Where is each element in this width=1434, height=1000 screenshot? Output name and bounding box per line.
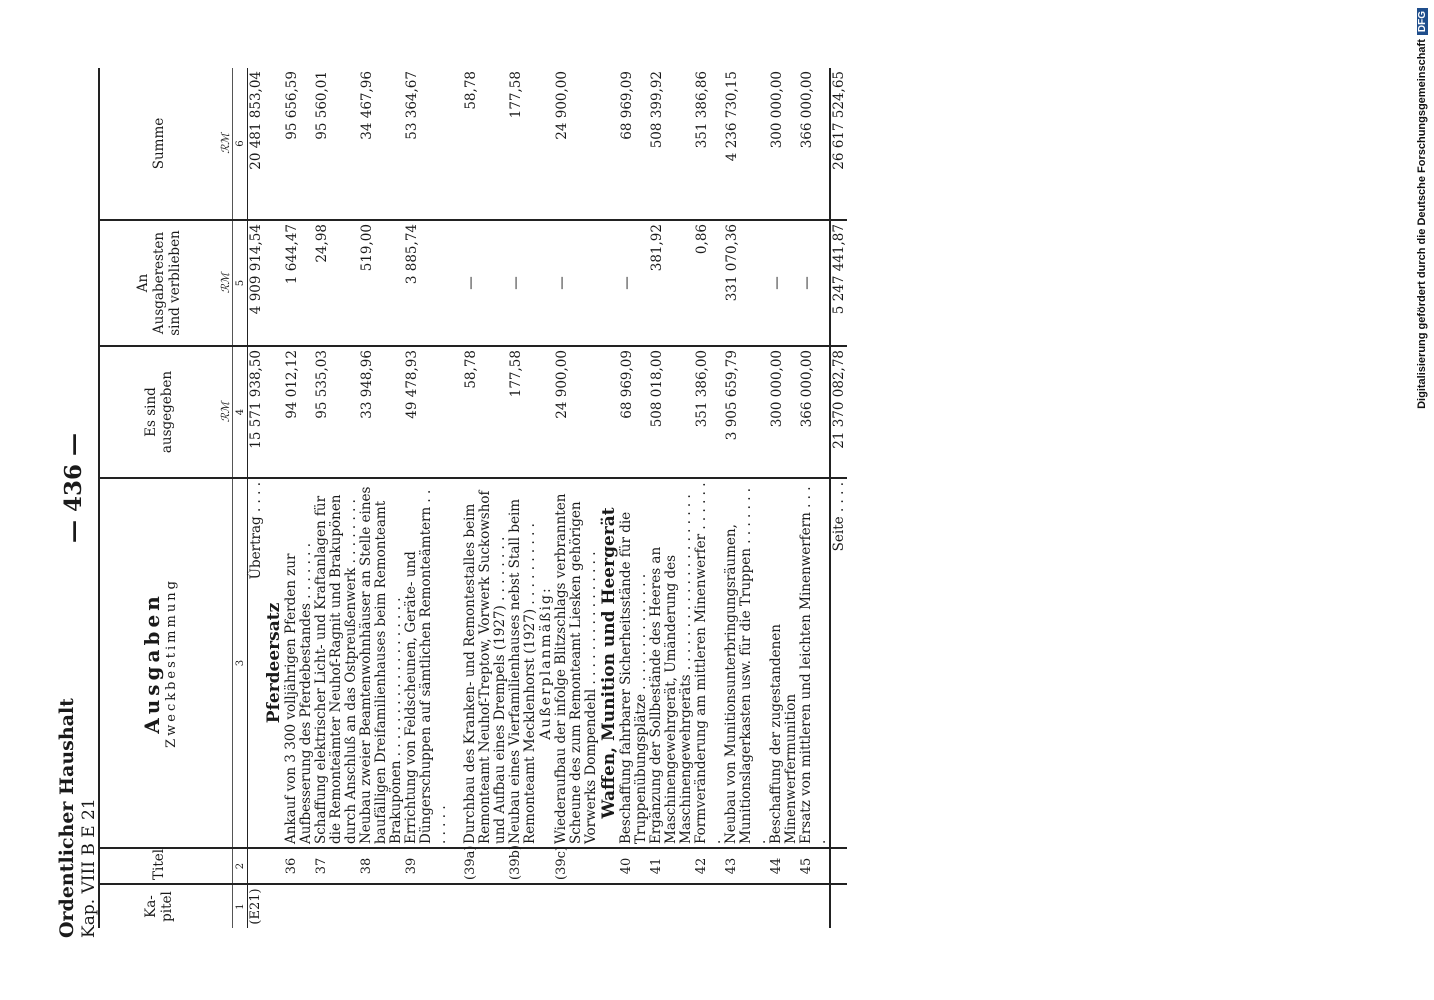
amount-spent: 300 000,00 <box>769 346 799 478</box>
col-purpose-title: Ausgaben <box>139 592 164 734</box>
amount-spent: 351 386,00 <box>694 346 724 478</box>
kapitel-cell <box>724 884 769 928</box>
table-row <box>359 68 404 928</box>
amount-spent: 366 000,00 <box>799 346 830 478</box>
kapitel-cell <box>799 884 830 928</box>
amount-sum: 34 467,96 <box>359 71 375 140</box>
section-heading: Pferdeersatz <box>264 478 284 848</box>
amount-remaining: 381,92 <box>649 220 694 346</box>
chapter-label: Kap. VIII B E 21 <box>78 798 99 938</box>
table-row <box>463 68 508 928</box>
amount-sum: 508 399,92 <box>649 71 665 149</box>
dfg-logo: DFG <box>1417 8 1428 35</box>
kapitel-code: (E21) <box>248 884 265 928</box>
kapitel-cell <box>463 884 508 928</box>
amount-sum: 177,58 <box>508 71 524 119</box>
amount-remaining: 331 070,36 <box>724 220 769 346</box>
titel-number: 37 <box>314 848 359 884</box>
digitization-credit <box>1412 8 1432 992</box>
column-number: 4 <box>233 346 248 478</box>
kapitel-cell <box>649 884 694 928</box>
column-number: 6 <box>233 68 248 220</box>
col-sum-header: Summe <box>99 68 218 220</box>
expenditure-table <box>98 68 847 928</box>
rotated-ledger-page <box>50 48 1390 948</box>
section-heading-row <box>599 68 619 928</box>
purpose-text: Neubau zweier Beamtenwohnhäuser an Stelle eines baufälligen Dreifamilienhauses beim Remonteamt Brakupönen . . . . . . . . . . . . . . . . . . . <box>359 478 404 848</box>
amount-sum: 300 000,00 <box>769 71 785 149</box>
purpose-text: Neubau eines Vierfamilienhauses nebst Stall beim Remonteamt Mecklenhorst (1927) . . . . . . . . . . <box>508 478 538 848</box>
section-heading: Außerplanmäßig: <box>538 478 554 848</box>
table-row <box>554 68 599 928</box>
amount-spent: 94 012,12 <box>284 346 314 478</box>
titel-number: 36 <box>284 848 314 884</box>
amount-remaining: — <box>554 220 599 346</box>
page-total-sum: 26 617 524,65 <box>830 68 847 220</box>
titel-number: 39 <box>404 848 449 884</box>
table-row <box>724 68 769 928</box>
amount-spent: 177,58 <box>508 346 538 478</box>
amount-spent: 68 969,09 <box>619 346 649 478</box>
titel-number: 45 <box>799 848 830 884</box>
column-number: 1 <box>233 884 248 928</box>
kapitel-cell <box>508 884 538 928</box>
section-heading-row <box>538 68 554 928</box>
kapitel-cell <box>554 884 599 928</box>
kapitel-cell <box>404 884 449 928</box>
amount-spent: 58,78 <box>463 346 508 478</box>
table-row <box>769 68 799 928</box>
purpose-text: Durchbau des Kranken- und Remontestalles beim Remonteamt Neuhof-Treptow, Vorwerk Suckowshof und Aufbau eines Drempels (1927) . . . . . . . . <box>463 478 508 848</box>
amount-remaining: 519,00 <box>359 220 404 346</box>
column-number: 3 <box>233 478 248 848</box>
amount-sum: 95 560,01 <box>314 71 330 140</box>
amount-remaining: — <box>799 220 830 346</box>
titel-number: 40 <box>619 848 649 884</box>
amount-spent: 33 948,96 <box>359 346 404 478</box>
page-total-row <box>830 68 847 928</box>
amount-sum: 351 386,86 <box>694 71 710 149</box>
titel-number: 41 <box>649 848 694 884</box>
purpose-text: Wiederaufbau der infolge Blitzschlags verbrannten Scheune des zum Remonteamt Liesken gehörigen Vorwerks Dompendehl . . . . . . . . . . . . . . . . <box>554 478 599 848</box>
table-row <box>799 68 830 928</box>
weapons-items <box>619 68 830 928</box>
carry-over-remaining: 4 909 914,54 <box>248 220 265 346</box>
carry-over-sum: 20 481 853,04 <box>248 71 264 170</box>
titel-number: 42 <box>694 848 724 884</box>
building-items <box>463 68 538 928</box>
amount-sum: 95 656,59 <box>284 71 300 140</box>
amount-remaining: 0,86 <box>694 220 724 346</box>
col-purpose-subtitle: Zweckbestimmung <box>163 578 179 748</box>
col-purpose-header <box>99 478 218 848</box>
col-spent-header: Es sind ausgegeben <box>99 346 218 478</box>
page-total-remaining: 5 247 441,87 <box>830 220 847 346</box>
unit-label: ℛℳ <box>218 133 232 154</box>
page-header <box>56 678 99 938</box>
purpose-text: Ersatz von mittleren und leichten Minenwerfern . . . . <box>799 478 830 848</box>
table-row <box>649 68 694 928</box>
col-kapitel-header: Ka-pitel <box>99 884 218 928</box>
amount-spent: 3 905 659,79 <box>724 346 769 478</box>
amount-sum: 366 000,00 <box>799 71 815 149</box>
page-total-spent: 21 370 082,78 <box>830 346 847 478</box>
carry-over-row <box>248 68 265 928</box>
kapitel-cell <box>284 884 314 928</box>
table-row <box>508 68 538 928</box>
carry-over-label: Übertrag . . . . <box>248 478 265 848</box>
unit-label: ℛℳ <box>218 220 233 346</box>
amount-spent: 95 535,03 <box>314 346 359 478</box>
page-number: — 436 — <box>60 432 87 544</box>
column-number-row <box>233 68 248 928</box>
kapitel-cell <box>694 884 724 928</box>
credit-text: Digitalisierung gefördert durch die Deutsche Forschungsgemeinschaft <box>1416 39 1428 409</box>
unit-row <box>218 68 233 928</box>
titel-number: (39a) <box>463 848 508 884</box>
titel-number: 44 <box>769 848 799 884</box>
amount-remaining: 1 644,47 <box>284 220 314 346</box>
kapitel-cell <box>619 884 649 928</box>
col-remaining-header: An Ausgaberesten sind verblieben <box>99 220 218 346</box>
amount-spent: 508 018,00 <box>649 346 694 478</box>
amount-sum: 4 236 730,15 <box>724 71 740 162</box>
purpose-text: Errichtung von Feldscheunen, Geräte- und Düngerschuppen auf sämtlichen Remonteämtern . . . . . . . <box>404 478 449 848</box>
amount-spent: 24 900,00 <box>554 346 599 478</box>
amount-remaining: — <box>508 220 538 346</box>
titel-number: (39c) <box>554 848 599 884</box>
section-heading-row <box>264 68 284 928</box>
column-headers <box>99 68 218 928</box>
kapitel-cell <box>314 884 359 928</box>
amount-remaining: 3 885,74 <box>404 220 449 346</box>
purpose-text: Beschaffung fahrbarer Sicherheitsstände für die Truppenübungsplätze . . . . . . . . . . . . . . <box>619 478 649 848</box>
amount-remaining: — <box>463 220 508 346</box>
amount-remaining: — <box>619 220 649 346</box>
purpose-text: Beschaffung der zugestandenen Minenwerfermunition <box>769 478 799 848</box>
table-row <box>314 68 359 928</box>
section-heading: Waffen, Munition und Heergerät <box>599 478 619 848</box>
table-row <box>284 68 314 928</box>
carry-over-spent: 15 571 938,50 <box>248 346 265 478</box>
purpose-text: Ankauf von 3 300 volljährigen Pferden zur Aufbesserung des Pferdebestandes . . . . . . . <box>284 478 314 848</box>
page-total-label: Seite . . . . <box>830 478 847 848</box>
amount-spent: 49 478,93 <box>404 346 449 478</box>
unplanned-items <box>554 68 599 928</box>
purpose-text: Neubau von Munitionsunterbringungsräumen, Munitionslagerkasten usw. für die Truppen . . . . . . . . <box>724 478 769 848</box>
purpose-text: Formveränderung am mittleren Minenwerfer . . . . . . . <box>694 478 724 848</box>
titel-number: (39b) <box>508 848 538 884</box>
purpose-text: Schaffung elektrischer Licht- und Kraftanlagen für die Remonteämter Neuhof-Ragnit und Brakupönen durch Anschluß an das Ostpreußenwerk . . . . . . . . <box>314 478 359 848</box>
col-titel-header: Titel <box>99 848 218 884</box>
horse-replacement-items <box>284 68 449 928</box>
amount-sum: 24 900,00 <box>554 71 570 140</box>
purpose-text: Ergänzung der Sollbestände des Heeres an Maschinengewehrgerät, Umänderung des Maschinengewehrgeräts . . . . . . . . . . . . . . . . . . . . . <box>649 478 694 848</box>
table-row <box>619 68 649 928</box>
kapitel-cell <box>769 884 799 928</box>
titel-number: 43 <box>724 848 769 884</box>
column-number: 2 <box>233 848 248 884</box>
unit-label: ℛℳ <box>218 346 233 478</box>
amount-remaining: — <box>769 220 799 346</box>
amount-sum: 58,78 <box>463 71 479 110</box>
amount-sum: 68 969,09 <box>619 71 635 140</box>
kapitel-cell <box>359 884 404 928</box>
column-number: 5 <box>233 220 248 346</box>
table-row <box>694 68 724 928</box>
titel-number: 38 <box>359 848 404 884</box>
budget-title: Ordentlicher Haushalt <box>56 698 78 938</box>
amount-remaining: 24,98 <box>314 220 359 346</box>
amount-sum: 53 364,67 <box>404 71 420 140</box>
table-row <box>404 68 449 928</box>
